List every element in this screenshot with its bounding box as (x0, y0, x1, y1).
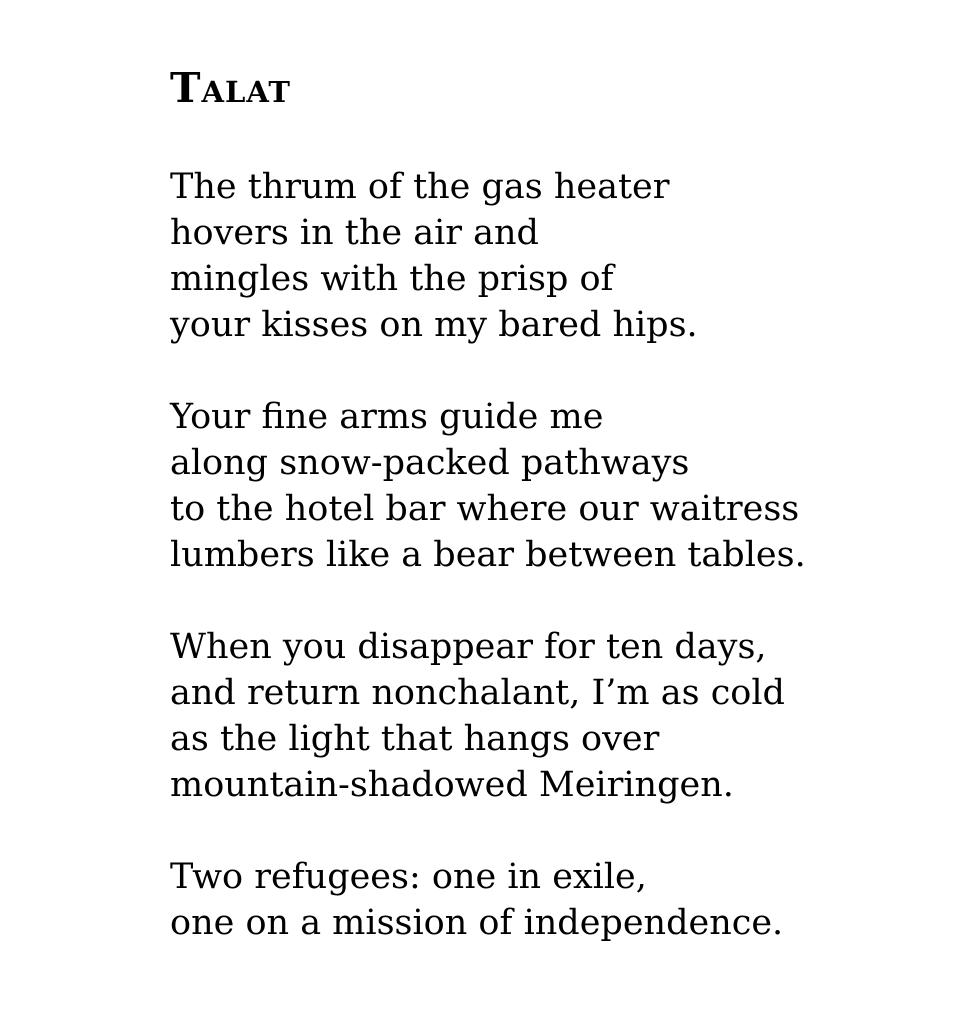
poem-line: The thrum of the gas heater (170, 167, 670, 207)
poem-line: your kisses on my bared hips. (170, 305, 698, 345)
stanza-3 (170, 624, 950, 808)
poem-line: as the light that hangs over (170, 719, 660, 759)
poem-line: lumbers like a bear between tables. (170, 535, 806, 575)
poem-line: hovers in the air and (170, 213, 539, 253)
poem-line: one on a mission of independence. (170, 903, 784, 943)
stanza-4 (170, 854, 950, 946)
poem-line: Your fine arms guide me (170, 397, 604, 437)
stanza-2 (170, 394, 950, 578)
poem-line: Two refugees: one in exile, (170, 857, 647, 897)
poem-line: to the hotel bar where our waitress (170, 489, 800, 529)
stanza-1 (170, 164, 950, 348)
poem-line: along snow-packed pathways (170, 443, 690, 483)
poem-page (170, 58, 950, 992)
poem-line: mountain-shadowed Meiringen. (170, 765, 734, 805)
poem-title: Talat (170, 64, 291, 112)
poem-line: When you disappear for ten days, (170, 627, 767, 667)
poem-line: mingles with the prisp of (170, 259, 614, 299)
poem-line: and return nonchalant, I’m as cold (170, 673, 785, 713)
